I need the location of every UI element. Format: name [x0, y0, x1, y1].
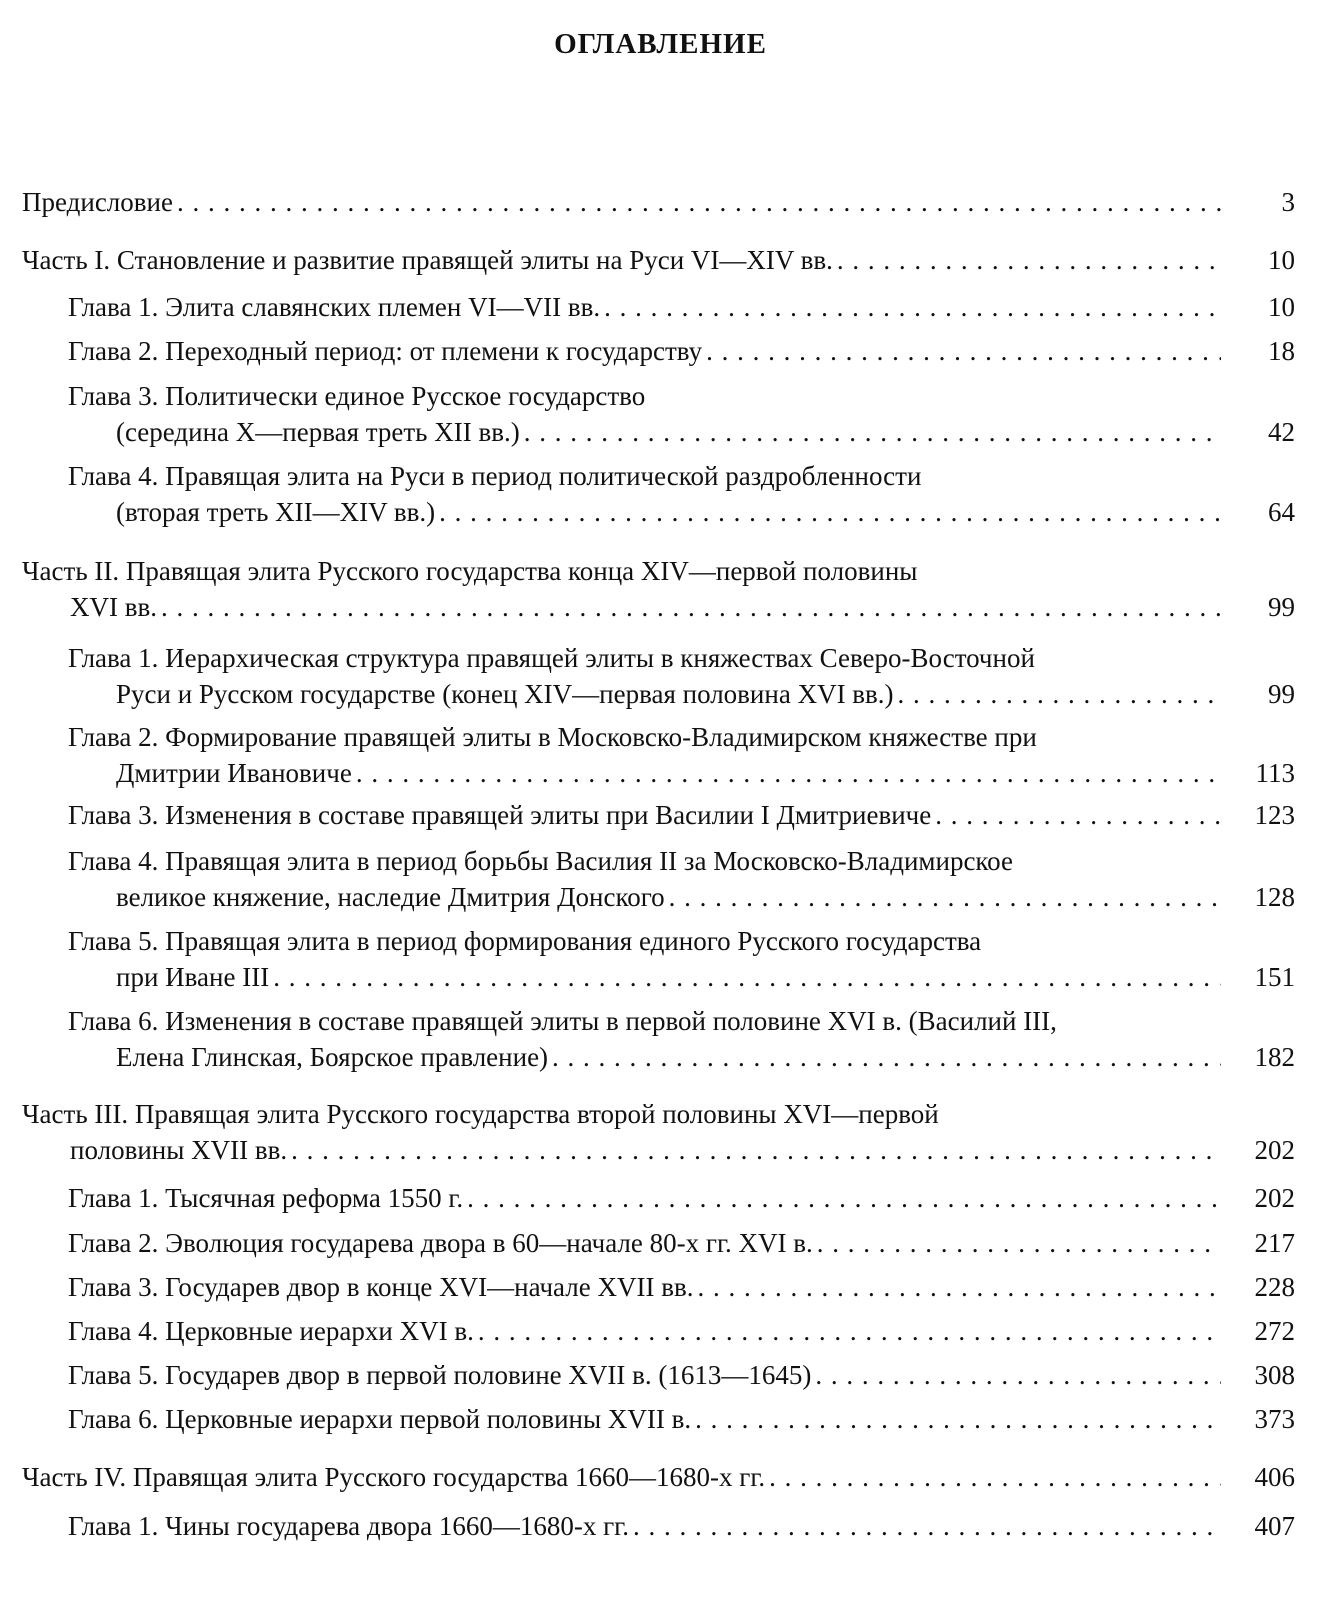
dot-leader: [552, 1039, 1221, 1075]
toc-entry-text: Дмитрии Ивановиче: [116, 758, 352, 788]
toc-page-number: 272: [1254, 1316, 1295, 1346]
toc-entry-line: [68, 1357, 1295, 1393]
toc-entry-text: Глава 6. Церковные иерархи первой половины XVII в.: [68, 1404, 692, 1434]
toc-entry: [68, 1180, 1295, 1216]
toc-entry: [68, 797, 1295, 833]
toc-entry-line: [68, 414, 1295, 450]
toc-entry-line: [68, 797, 1295, 833]
toc-page-number: 128: [1254, 882, 1295, 912]
toc-entry: [68, 1313, 1295, 1349]
toc-entry: [68, 1269, 1295, 1305]
toc-entry-text: при Иване III: [116, 962, 270, 992]
toc-entry: [68, 640, 1295, 712]
toc-entry-text: Глава 2. Эволюция государева двора в 60—начале 80-х гг. XVI в.: [68, 1228, 813, 1258]
toc-page-number: 202: [1254, 1183, 1295, 1213]
dot-leader: [273, 959, 1221, 995]
dot-leader: [177, 184, 1221, 220]
toc-entry-text: Глава 4. Церковные иерархи XVI в.: [68, 1316, 474, 1346]
dot-leader: [161, 589, 1221, 625]
toc-page-number: 373: [1254, 1404, 1295, 1434]
toc-entry-line: [68, 755, 1295, 791]
toc-entry-line: [68, 959, 1295, 995]
toc-entry-line: [68, 1180, 1295, 1216]
toc-page-number: 99: [1268, 679, 1295, 709]
dot-leader: [467, 1180, 1221, 1216]
toc-page-number: 123: [1254, 800, 1295, 830]
toc-entry-line: [68, 719, 1295, 755]
toc-entry: [68, 333, 1295, 369]
dot-leader: [604, 289, 1221, 325]
toc-entry-text: Глава 4. Правящая элита в период борьбы Василия II за Московско-Владимирское: [68, 846, 1013, 876]
toc-entry-line: [68, 879, 1295, 915]
toc-entry-text: Глава 1. Чины государева двора 1660—1680-х гг.: [68, 1511, 629, 1541]
toc-entry-line: [68, 1003, 1295, 1039]
toc-entry-text: Елена Глинская, Боярское правление): [116, 1042, 549, 1072]
toc-entry-line: [68, 843, 1295, 879]
toc-page-number: 18: [1268, 336, 1295, 366]
toc-entry-line: [68, 1401, 1295, 1437]
toc-entry-text: Глава 3. Изменения в составе правящей элиты при Василии I Дмитриевиче: [68, 800, 932, 830]
toc-entry: [68, 289, 1295, 325]
toc-page-number: 407: [1254, 1511, 1295, 1541]
toc-entry-text: Часть I. Становление и развитие правящей элиты на Руси VI—XIV вв.: [22, 245, 833, 275]
toc-entry-line: [68, 378, 1295, 414]
toc-entry-text: половины XVII вв.: [70, 1135, 288, 1165]
toc-entry-line: [68, 1269, 1295, 1305]
toc-entry-text: Глава 1. Иерархическая структура правящей элиты в княжествах Северо-Восточной: [68, 643, 1035, 673]
toc-entry-line: [68, 1039, 1295, 1075]
toc-entry: [22, 184, 1295, 220]
dot-leader: [524, 414, 1221, 450]
toc-page-number: 113: [1255, 758, 1295, 788]
toc-page-number: 64: [1268, 497, 1295, 527]
toc-entry: [22, 1096, 1295, 1168]
toc-entry-line: [68, 923, 1295, 959]
dot-leader: [356, 755, 1221, 791]
toc-entry-line: [68, 1225, 1295, 1261]
toc-entry-line: [68, 1508, 1295, 1544]
toc-entry: [68, 843, 1295, 915]
toc-entry-text: (вторая треть XII—XIV вв.): [116, 497, 436, 527]
toc-page-number: 151: [1254, 962, 1295, 992]
toc-page-number: 99: [1268, 592, 1295, 622]
toc-page-number: 42: [1268, 417, 1295, 447]
toc-page-number: 10: [1268, 292, 1295, 322]
toc-entry-text: Руси и Русском государстве (конец XIV—первая половина XVI вв.): [116, 679, 894, 709]
toc-page-number: 308: [1254, 1360, 1295, 1390]
toc-entry: [68, 1003, 1295, 1075]
dot-leader: [291, 1132, 1221, 1168]
toc-entry-line: [68, 289, 1295, 325]
toc-entry-text: Глава 1. Тысячная реформа 1550 г.: [68, 1183, 464, 1213]
toc-entry: [22, 553, 1295, 625]
toc-entry: [68, 1357, 1295, 1393]
toc-entry: [22, 1459, 1295, 1495]
toc-entry-text: Глава 4. Правящая элита на Руси в период политической раздробленности: [68, 461, 922, 491]
toc-page-number: 10: [1268, 245, 1295, 275]
toc-page-number: 182: [1254, 1042, 1295, 1072]
toc-entry-text: Часть II. Правящая элита Русского государства конца XIV—первой половины: [22, 556, 918, 586]
toc-entry-text: Глава 6. Изменения в составе правящей элиты в первой половине XVI в. (Василий III,: [68, 1006, 1057, 1036]
toc-entry-line: [22, 553, 1295, 589]
dot-leader: [837, 242, 1221, 278]
toc-entry-line: [68, 1313, 1295, 1349]
toc-entry: [68, 719, 1295, 791]
toc-entry-text: Часть III. Правящая элита Русского государства второй половины XVI—первой: [22, 1099, 939, 1129]
toc-entry: [68, 1508, 1295, 1544]
toc-entry-line: [22, 1459, 1295, 1495]
toc-entry-line: [22, 242, 1295, 278]
toc-entry-line: [22, 1096, 1295, 1132]
dot-leader: [935, 797, 1221, 833]
toc-page-number: 228: [1254, 1272, 1295, 1302]
toc-entry-text: Глава 3. Политически единое Русское государство: [68, 381, 646, 411]
toc-entry-text: Часть IV. Правящая элита Русского государства 1660—1680-х гг.: [22, 1462, 766, 1492]
dot-leader: [817, 1225, 1221, 1261]
toc-page-number: 3: [1281, 187, 1295, 217]
toc-entry-text: Глава 1. Элита славянских племен VI—VII вв.: [68, 292, 601, 322]
toc-entry: [68, 1225, 1295, 1261]
dot-leader: [769, 1459, 1221, 1495]
toc-entry: [68, 378, 1295, 450]
page-title: ОГЛАВЛЕНИЕ: [554, 28, 767, 60]
toc-entry-text: Глава 3. Государев двор в конце XVI—начале XVII вв.: [68, 1272, 694, 1302]
dot-leader: [478, 1313, 1221, 1349]
toc-entry-text: Глава 5. Правящая элита в период формирования единого Русского государства: [68, 926, 982, 956]
toc-entry-line: [68, 676, 1295, 712]
toc-entry-line: [68, 640, 1295, 676]
toc-entry: [68, 923, 1295, 995]
toc-entry-text: (середина X—первая треть XII вв.): [116, 417, 520, 447]
dot-leader: [439, 494, 1221, 530]
toc-entry-text: Глава 5. Государев двор в первой половине XVII в. (1613—1645): [68, 1360, 812, 1390]
toc-entry-line: [68, 333, 1295, 369]
toc-entry: [22, 242, 1295, 278]
toc-entry-line: [68, 494, 1295, 530]
dot-leader: [633, 1508, 1221, 1544]
toc-page-number: 202: [1254, 1135, 1295, 1165]
dot-leader: [695, 1401, 1221, 1437]
dot-leader: [706, 333, 1221, 369]
toc-entry-text: Предисловие: [22, 187, 173, 217]
dot-leader: [898, 676, 1221, 712]
dot-leader: [669, 879, 1221, 915]
dot-leader: [697, 1269, 1221, 1305]
dot-leader: [815, 1357, 1221, 1393]
toc-entry: [68, 1401, 1295, 1437]
toc-entry-line: [68, 458, 1295, 494]
toc-page-number: 406: [1254, 1462, 1295, 1492]
toc-entry-text: великое княжение, наследие Дмитрия Донского: [116, 882, 665, 912]
toc-entry: [68, 458, 1295, 530]
toc-entry-text: Глава 2. Переходный период: от племени к государству: [68, 336, 703, 366]
toc-entry-line: [22, 184, 1295, 220]
toc-entry-text: XVI вв.: [70, 592, 157, 622]
toc-entry-text: Глава 2. Формирование правящей элиты в Московско-Владимирском княжестве при: [68, 722, 1037, 752]
toc-page-number: 217: [1254, 1228, 1295, 1258]
toc-entry-line: [22, 589, 1295, 625]
toc-entry-line: [22, 1132, 1295, 1168]
